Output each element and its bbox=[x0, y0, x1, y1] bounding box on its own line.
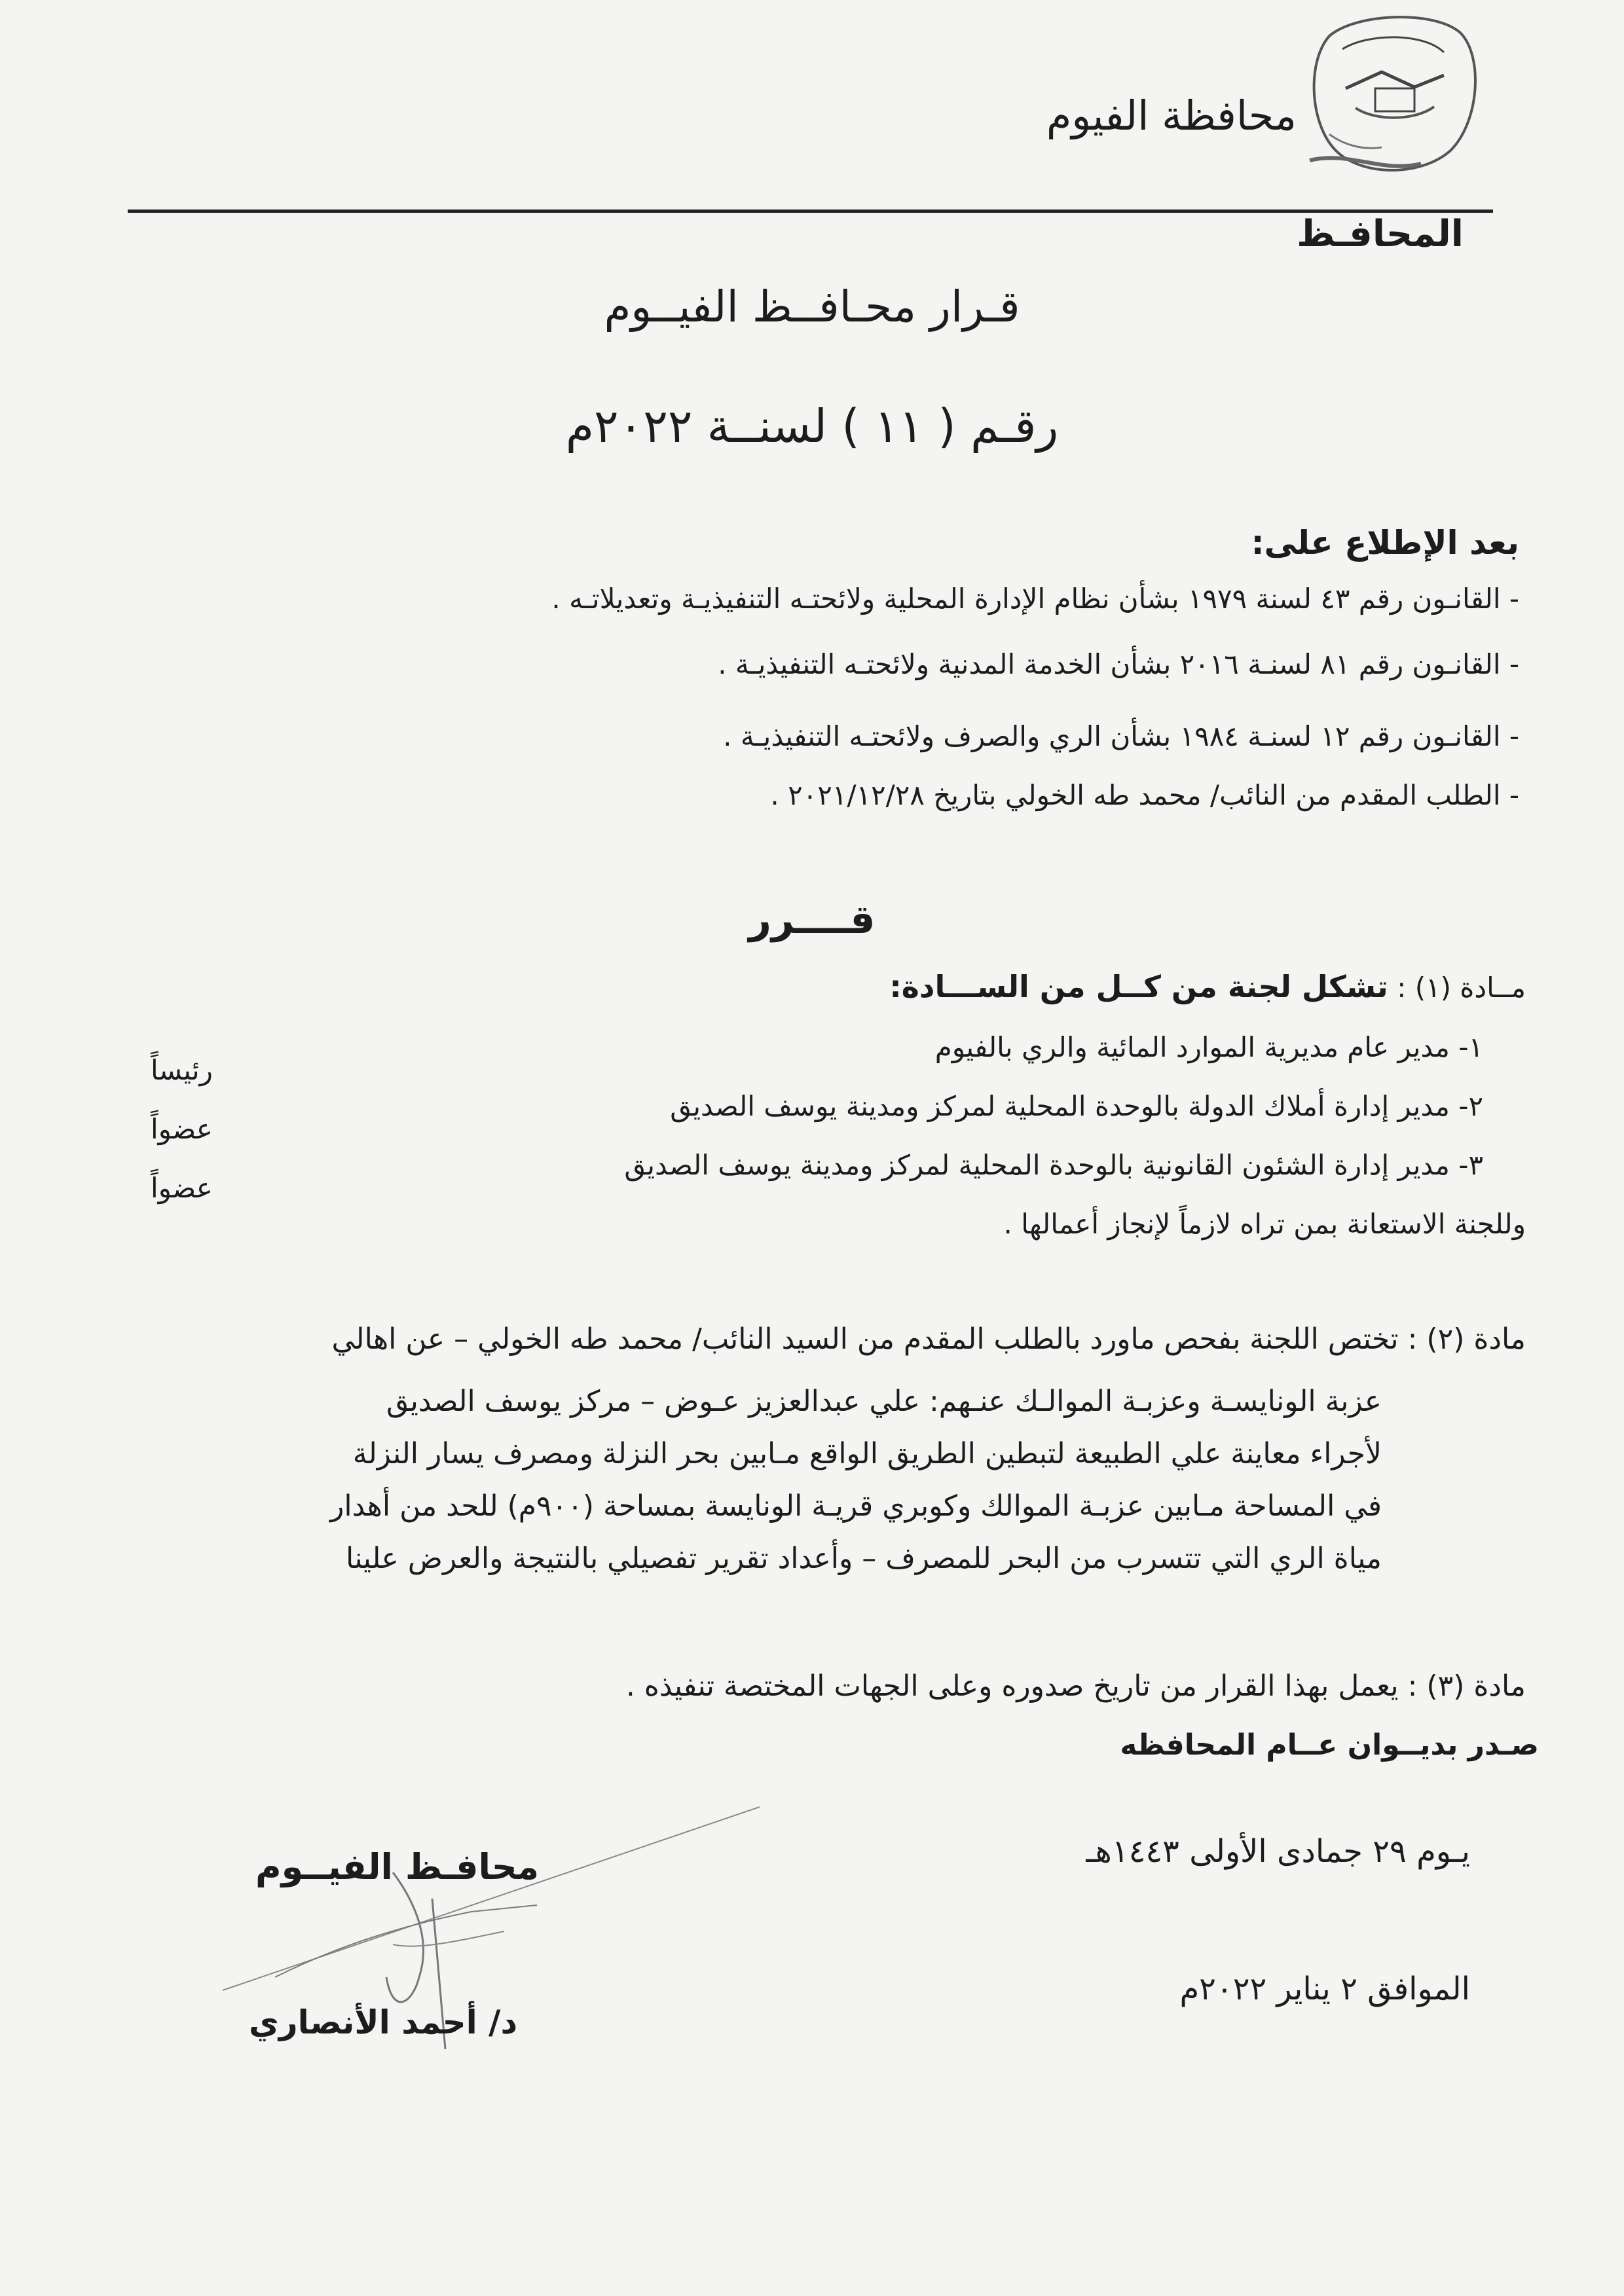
date-month: يناير bbox=[1276, 1971, 1331, 2007]
committee-member: ١- مدير عام مديرية الموارد المائية والري بالفيوم bbox=[934, 1031, 1483, 1063]
member-role: عضواً bbox=[151, 1172, 213, 1204]
date-year: ٢٠٢٢م bbox=[1179, 1971, 1267, 2007]
hijri-date bbox=[1086, 1833, 1470, 1870]
date-prefix: الموافق bbox=[1367, 1971, 1470, 2007]
article-2 bbox=[331, 1322, 1526, 1356]
decision-number: رقـم ( ١١ ) لسنــة ٢٠٢٢م bbox=[565, 399, 1059, 453]
article-2-line: عزبة الونايسـة وعزبـة الموالـك عنـهم: علي عبدالعزيز عـوض – مركز يوسف الصديق bbox=[386, 1385, 1382, 1418]
article-3 bbox=[626, 1669, 1526, 1703]
article-1-footer: وللجنة الاستعانة بمن تراه لازماً لإنجاز أعمالها . bbox=[1003, 1208, 1526, 1240]
date-year: ١٤٤٣هـ bbox=[1086, 1833, 1179, 1870]
governorate-seal-icon bbox=[1283, 10, 1500, 187]
committee-member: ٢- مدير إدارة أملاك الدولة بالوحدة المحلية لمركز ومدينة يوسف الصديق bbox=[670, 1090, 1483, 1122]
date-day: ٢ bbox=[1340, 1971, 1357, 2007]
article-2-line: في المساحة مـابين عزبـة الموالك وكوبري قريـة الونايسة بمساحة (٩٠٠م) للحد من أهدار bbox=[330, 1489, 1382, 1523]
decision-title: قـرار محـافــظ الفيــوم bbox=[604, 282, 1020, 332]
article-label: مادة (٣) : bbox=[1407, 1669, 1526, 1703]
date-day: ٢٩ bbox=[1373, 1833, 1407, 1870]
article-label: مادة (٢) : bbox=[1407, 1322, 1526, 1356]
issued-at: صـدر بديــوان عــام المحافظه bbox=[1120, 1728, 1539, 1762]
article-2-line: مياة الري التي تتسرب من البحر للمصرف – وأعداد تقرير تفصيلي بالنتيجة والعرض علينا bbox=[345, 1542, 1382, 1575]
article-1 bbox=[889, 969, 1526, 1004]
article-text: يعمل بهذا القرار من تاريخ صدوره وعلى الجهات المختصة تنفيذه . bbox=[625, 1669, 1399, 1703]
signatory-title: محافـظ الفيــوم bbox=[255, 1846, 540, 1887]
preamble-item: - القانـون رقم ٨١ لسنـة ٢٠١٦ بشأن الخدمة المدنية ولائحتـه التنفيذيـة . bbox=[718, 648, 1519, 680]
date-prefix: يـوم bbox=[1416, 1833, 1470, 1870]
member-role: رئيساً bbox=[151, 1054, 213, 1086]
member-role: عضواً bbox=[151, 1113, 213, 1145]
article-text: تختص اللجنة بفحص ماورد بالطلب المقدم من السيد النائب/ محمد طه الخولي – عن اهالي bbox=[331, 1322, 1399, 1356]
committee-member: ٣- مدير إدارة الشئون القانونية بالوحدة المحلية لمركز ومدينة يوسف الصديق bbox=[624, 1149, 1483, 1181]
header-divider bbox=[128, 210, 1493, 213]
date-month: جمادى الأولى bbox=[1189, 1833, 1363, 1870]
article-label: مــادة (١) : bbox=[1397, 972, 1526, 1004]
decided-heading: قــــرر bbox=[748, 897, 876, 943]
preamble-item: - الطلب المقدم من النائب/ محمد طه الخولي بتاريخ ٢٠٢١/١٢/٢٨ . bbox=[770, 779, 1519, 811]
preamble-heading: بعد الإطلاع على: bbox=[1251, 524, 1519, 562]
preamble-item: - القانـون رقم ١٢ لسنـة ١٩٨٤ بشأن الري والصرف ولائحتـه التنفيذيـة . bbox=[723, 720, 1519, 752]
office-label: المحافـظ bbox=[1297, 213, 1464, 255]
preamble-item: - القانـون رقم ٤٣ لسنة ١٩٧٩ بشأن نظام الإدارة المحلية ولائحتـه التنفيذيـة وتعديلاتـه . bbox=[551, 583, 1519, 615]
article-2-line: لأجراء معاينة علي الطبيعة لتبطين الطريق الواقع مـابين بحر النزلة ومصرف يسار النزلة bbox=[352, 1437, 1382, 1470]
gregorian-date bbox=[1179, 1971, 1470, 2007]
article-heading: تشكل لجنة من كــل من الســـادة: bbox=[889, 969, 1388, 1004]
governorate-header: محافظة الفيوم bbox=[1046, 92, 1297, 139]
signatory-name: د/ أحمد الأنصاري bbox=[249, 2003, 518, 2041]
